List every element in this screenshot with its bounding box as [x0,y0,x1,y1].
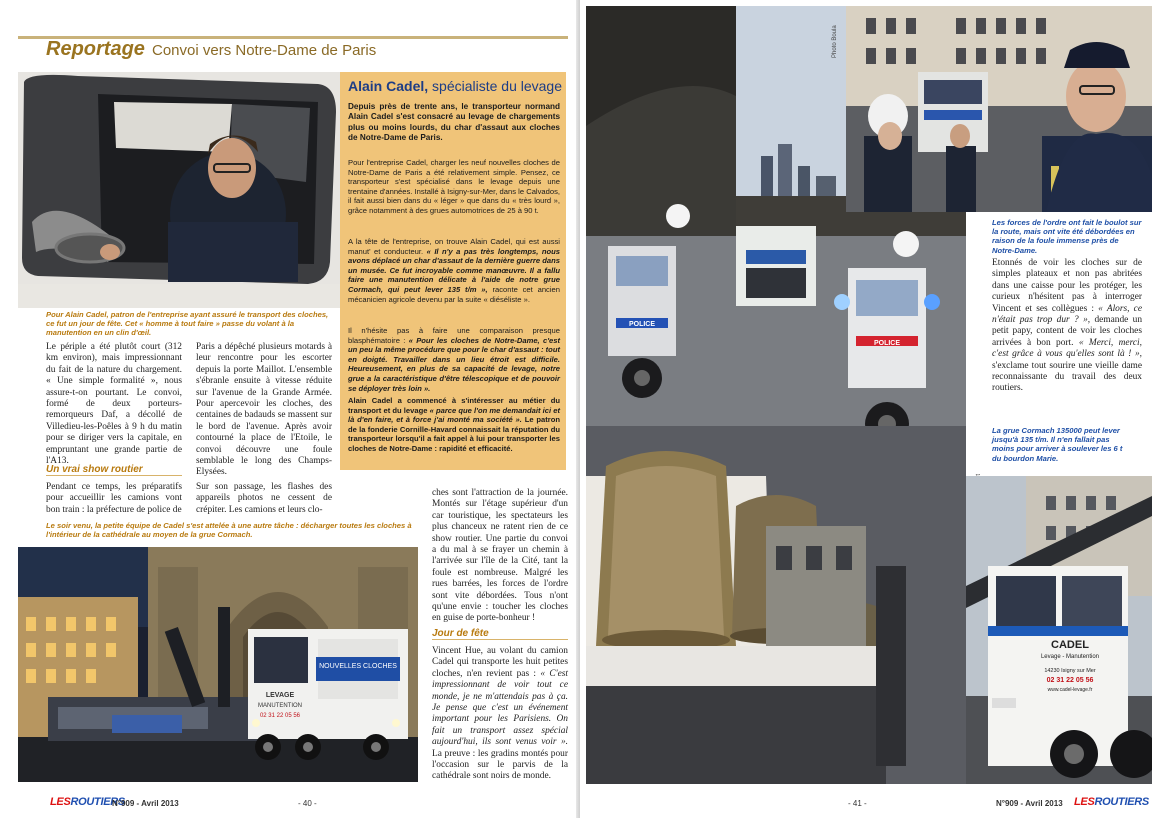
magazine-logo-right: LESROUTIERS [1074,796,1149,808]
article-col2b: Sur son passage, les flashes des appareils photos ne cessent de crépiter. Les camions et leurs clo- [196,482,332,515]
profile-sidebar [340,72,566,470]
photo-credit-boula: Photo Boula [832,25,838,58]
sidebar-intro: Depuis près de trente ans, le transporteur normand Alain Cadel s'est consacré au levage de chargements plus ou moins lourds, du char d'assaut aux cloches de Notre-Dame de Paris. [348,102,560,143]
sidebar-paragraph-4: Alain Cadel a commencé à s'intéresser au métier du transport et du levage « parce que l'on me demandait ici et là d'en faire, et à force j'ai monté ma société ». Le patron de la fonderie Cornille-Havard connaissait la réputation du transporteur lorsqu'il a fait appel à lui pour transporter les cloches de Notre-Dame : rapidité et efficacité. [348,396,560,453]
truck-phone-text: 02 31 22 05 56 [259,713,301,719]
right-page [580,0,1158,818]
door-subtitle-text: Levage - Manutention [1040,654,1100,660]
police-text-1: POLICE [628,321,656,328]
sidebar-paragraph-3: Il n'hésite pas à faire une comparaison presque blasphématoire : « Pour les cloches de Notre-Dame, c'est un peu la même procédure que pour le char d'assaut : tout en doigté. Travailler dans un lieu étroit est difficile. Heureusement, en plus de sa capacité de levage, notre grue a la caractéristique d'être télescopique et de pouvoir se déployer très loin ». [348,326,560,393]
article-col2: Paris a dépêché plusieurs motards à leur rencontre pour les escorter depuis la porte Maillot. L'ensemble s'ébranle ensuite à vitesse réduite sur l'avenue de la Grande Armée. Pour apercevoir les cloches, des centaines de badauds se massent sur le bord de l'avenue. Après avoir contourné la place de l'Etoile, le convoi découvre une foule semblable le long des Champs-Elysées. [196,342,332,478]
article-right-col: Etonnés de voir les cloches sur de simples plateaux et non pas abritées dans une caisse pour les protéger, les curieux n'hésitent pas à interroger Vincent et ses collègues : « Alors, ce n'était pas trop dur ? », demande un petit papy, content de voir les cloches arrivées à bon port. « Merci, merci, c'est grâce à vous qu'elles sont là ! », s'exclame tout sourire une vieille dame reconnaissante du travail des deux routiers. [992,258,1143,394]
door-web-text: www.cadel-levage.fr [1047,687,1093,693]
truck-manut-text: MANUTENTION [258,703,302,709]
subhead-jour-de-fete: Jour de fête [432,628,568,640]
photo-truck-notre-dame [18,547,418,782]
issue-number-left: N°909 - Avril 2013 [112,799,179,808]
magazine-logo-left: LESROUTIERS [50,796,125,808]
sidebar-paragraph-2: A la tête de l'entreprise, on trouve Alain Cadel, qui est aussi manut' et conducteur. « Il n'y a pas très longtemps, nous avons déplacé un char d'assaut de la dernière guerre dans un musée. Ce fut incroyable comme manœuvre. Il a fallu faire une manutention délicate à l'aide de notre grue Cormach, qui peut lever 135 t/m », raconte cet ancien mécanicien agricole devenu par la suite « diéséliste ». [348,237,560,304]
article-col3b: Vincent Hue, au volant du camion Cadel qui transporte les huit petites cloches, n'en revient pas : « C'est impressionnant de voir tout ce monde, je ne m'attendais pas à ça. Je pense que c'est un événement important pour les Parisiens. On fait un transport assez spécial aujourd'hui, ils sont venus voir ». La preuve : les gradins montés pour l'occasion sur le parvis de la cathédrale sont noirs de monde. [432,646,568,782]
photo-police-crowd [846,6,1152,212]
left-page [0,0,578,818]
caption-forces-ordre: Les forces de l'ordre ont fait le boulot sur la route, mais ont vite été débordées en raison de la foule immense près de Notre-Dame. [992,218,1142,255]
sidebar-paragraph-1: Pour l'entreprise Cadel, charger les neuf nouvelles cloches de Notre-Dame de Paris a été relativement simple. Pensez, ce transporteur s'est spécialisé dans le levage depuis une trentaine d'années. Installé à Isigny-sur-Mer, dans le Calvados, il fait aussi bien dans du « léger » que dans du « très lourd », grâce notamment à des grues automotrices de 25 à 90 t. [348,158,560,215]
page-number-left: - 40 - [298,799,317,808]
caption-alain-cadel: Pour Alain Cadel, patron de l'entreprise ayant assuré le transport des cloches, ce fut un jour de fête. Cet « homme à tout faire » passe du volant à la manutention en un clin d'œil. [46,310,329,338]
door-address-text: 14230 Isigny sur Mer [1044,668,1096,674]
caption-evening: Le soir venu, la petite équipe de Cadel s'est attelée à une autre tâche : décharger toutes les cloches à l'intérieur de la cathédrale au moyen de la grue Cormach. [46,521,412,540]
sidebar-title: Alain Cadel, spécialiste du levage [348,78,563,94]
photo-crane-truck [966,476,1152,784]
caption-grue-cormach: La grue Cormach 135000 peut lever jusqu'à 135 t/m. Il n'en fallait pas moins pour arriver à soulever les 6 t du bourdon Marie. [992,426,1123,463]
door-phone-text: 02 31 22 05 56 [1046,677,1094,684]
article-title: Convoi vers Notre-Dame de Paris [152,42,377,59]
subhead-show-routier: Un vrai show routier [46,464,182,476]
truck-levage-text: LEVAGE [265,692,295,699]
issue-number-right: N°909 - Avril 2013 [996,799,1063,808]
article-col1: Le périple a été plutôt court (312 km environ), mais impressionnant du fait de la nature du chargement. « Une simple formalité », nous assure-t-on pourtant. Le convoi, formé de deux porteurs-remorqueurs Daf, a décollé de Villedieu-les-Poêles à 9 h du matin pour se diriger vers la capitale, en empruntant une grande partie de l'A13. [46,342,182,467]
page-number-right: - 41 - [848,799,867,808]
article-col3: ches sont l'attraction de la journée. Montés sur l'étage supérieur d'un car touristique, les spectateurs les plus chanceux ne ratent rien de ce show routier. Une partie du convoi a du mal à se frayer un chemin à l'arrivée sur l'île de la Cité, tant la foule est nombreuse. Malgré les rues barrées, les forces de l'ordre sont vite débordées. Tous n'ont qu'une envie : toucher les cloches en guise de porte-bonheur ! [432,488,568,624]
police-text-2: POLICE [873,340,901,347]
photo-alain-cadel [18,72,340,308]
truck-banner-text: NOUVELLES CLOCHES [319,663,397,670]
article-col1b: Pendant ce temps, les préparatifs pour accueillir les camions vont bon train : la préfecture de police de [46,482,182,515]
door-cadel-text: CADEL [1051,639,1089,651]
section-label: Reportage [46,38,145,60]
